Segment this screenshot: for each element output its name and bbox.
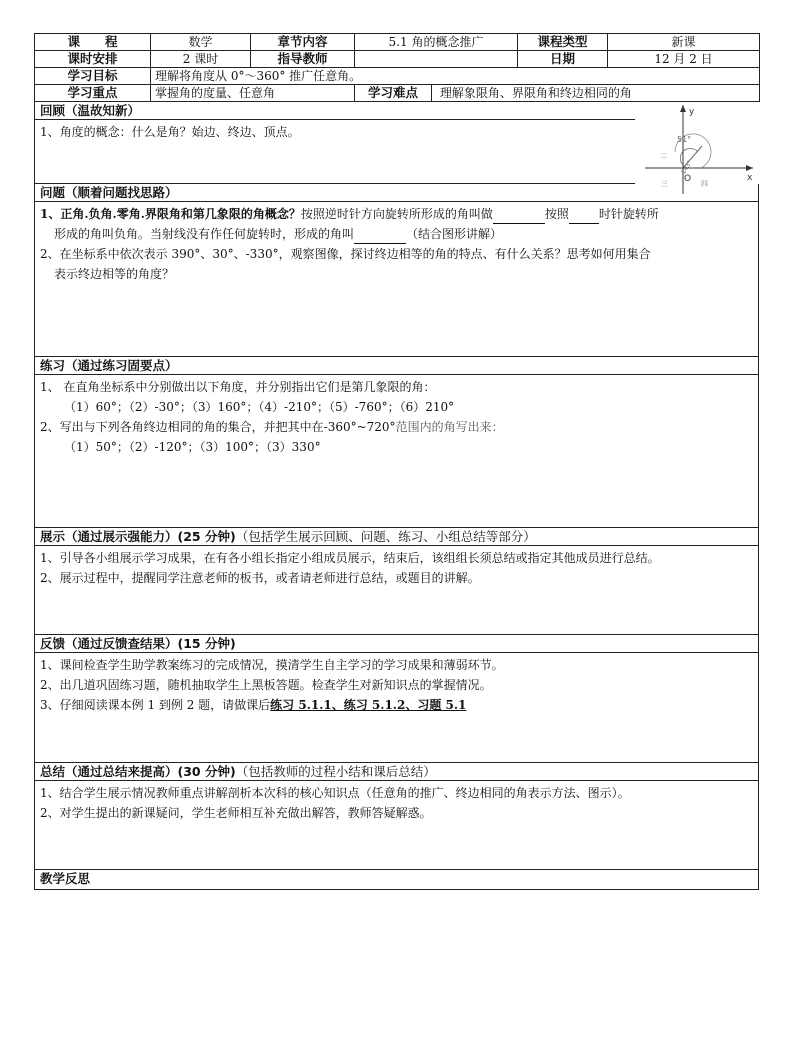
feedback-line-1: 1、课间检查学生助学教案练习的完成情况，摸清学生自主学习的学习成果和薄弱环节。 (40, 658, 504, 672)
review-title: 回顾（温故知新） (40, 103, 141, 118)
question-1-line-2: 形成的角叫负角。当射线没有作任何旋转时，形成的角叫 （结合图形讲解） (40, 224, 753, 244)
quadrant-3-label: 三 (661, 180, 668, 188)
y-axis-arrow (680, 105, 686, 112)
practice-2-items: （1）50°；（2）-120°；（3）100°；（3）330° (64, 440, 321, 454)
x-axis-arrow (746, 165, 753, 171)
summary-section (34, 763, 759, 870)
hours-value: 2 课时 (151, 51, 251, 68)
display-title: 展示（通过展示强能力）(25 分钟) (40, 529, 236, 544)
header-table (34, 33, 760, 102)
hours-label: 课时安排 (35, 51, 151, 68)
question-title: 问题（顺着问题找思路） (40, 185, 178, 200)
course-type-value: 新课 (608, 34, 760, 51)
angle-diagram (635, 102, 760, 194)
question-1-blank-1 (493, 209, 545, 224)
display-title-note: （包括学生展示回顾、问题、练习、小组总结等部分） (235, 529, 536, 544)
header-row-2 (35, 51, 760, 68)
chapter-value: 5.1 角的概念推广 (355, 34, 518, 51)
feedback-line-2: 2、出几道巩固练习题，随机抽取学生上黑板答题。检查学生对新知识点的掌握情况。 (40, 678, 492, 692)
date-label: 日期 (518, 51, 608, 68)
teacher-value (355, 51, 518, 68)
display-line-2: 2、展示过程中，提醒同学注意老师的板书，或者请老师进行总结，或题目的讲解。 (40, 571, 480, 585)
angle-label-2: 143° (680, 159, 694, 176)
practice-2: 2、写出与下列各角终边相同的角的集合，并把其中在-360°~720°范围内的角写出来： (40, 420, 504, 434)
question-2-line-2: 表示终边相等的角度？ (54, 267, 175, 281)
quadrant-4-label: 四 (701, 180, 708, 188)
practice-1-items: （1）60°；（2）-30°；（3）160°；（4）-210°；（5）-760°；（6）210° (64, 400, 455, 414)
summary-line-1: 1、结合学生展示情况教师重点讲解剖析本次科的核心知识点（任意角的推广、终边相同的角表示方法、图示）。 (40, 786, 630, 800)
coordinate-axes-figure (635, 102, 760, 194)
question-2-line-1: 2、在坐标系中依次表示 390°、30°、-330°，观察图像，探讨终边相等的角的特点、有什么关系？思考如何用集合 (40, 247, 651, 261)
header-row-3 (35, 68, 760, 85)
difficulty-label: 学习难点 (355, 85, 432, 101)
y-label: y (689, 107, 695, 117)
reflection-section (34, 870, 759, 890)
reflection-title: 教学反思 (40, 871, 91, 886)
chapter-label: 章节内容 (251, 34, 355, 51)
practice-section (34, 357, 759, 528)
header-row-1 (35, 34, 760, 51)
feedback-section (34, 635, 759, 763)
lesson-plan-sheet (34, 33, 759, 890)
summary-title-note: （包括教师的过程小结和课后总结） (235, 764, 436, 779)
practice-title: 练习（通过练习固要点） (40, 358, 178, 373)
feedback-title: 反馈（通过反馈查结果）(15 分钟) (40, 636, 236, 651)
question-1-blank-2 (569, 209, 599, 224)
display-section (34, 528, 759, 635)
summary-line-2: 2、对学生提出的新课疑问，学生老师相互补充做出解答，教师答疑解惑。 (40, 806, 432, 820)
difficulty-value: 理解象限角、界限角和终边相同的角 (439, 86, 632, 100)
quadrant-2-label: 二 (660, 152, 667, 160)
question-1-line-1: 1、正角.负角.零角.界限角和第几象限的角概念？按照逆时针方向旋转所形成的角叫做 按照 时针旋转所 (40, 204, 753, 224)
x-label: x (747, 173, 753, 183)
review-section (34, 102, 759, 188)
display-line-1: 1、引导各小组展示学习成果，在有各小组长指定小组成员展示，结束后，该组组长须总结或指定其他成员进行总结。 (40, 551, 660, 565)
course-label: 课 程 (35, 34, 151, 51)
summary-title: 总结（通过总结来提高）(30 分钟) (40, 764, 236, 779)
course-type-label: 课程类型 (518, 34, 608, 51)
question-section (34, 184, 759, 357)
date-value: 12 月 2 日 (608, 51, 760, 68)
goal-value: 理解将角度从 0°～360° 推广任意角。 (151, 68, 760, 85)
key-point-label: 学习重点 (35, 85, 151, 102)
key-point-value: 掌握角的度量、任意角 (151, 85, 355, 102)
goal-label: 学习目标 (35, 68, 151, 85)
course-value: 数学 (151, 34, 251, 51)
feedback-line-3: 3、仔细阅读课本例 1 到例 2 题，请做课后练习 5.1.1、练习 5.1.2、习题 5.1 (40, 698, 467, 712)
angle-label: 51° (677, 135, 692, 144)
origin-label: O (684, 174, 692, 184)
question-1-blank-3 (354, 229, 406, 244)
question-1-bold: 1、正角.负角.零角.界限角和第几象限的角概念？ (40, 207, 301, 221)
practice-1: 1、 在直角坐标系中分别做出以下角度，并分别指出它们是第几象限的角： (40, 380, 436, 394)
header-row-4 (35, 85, 760, 102)
homework-reference: 练习 5.1.1、练习 5.1.2、习题 5.1 (270, 698, 467, 712)
review-line-1: 1、角度的概念：什么是角？始边、终边、顶点。 (40, 125, 300, 139)
teacher-label: 指导教师 (251, 51, 355, 68)
